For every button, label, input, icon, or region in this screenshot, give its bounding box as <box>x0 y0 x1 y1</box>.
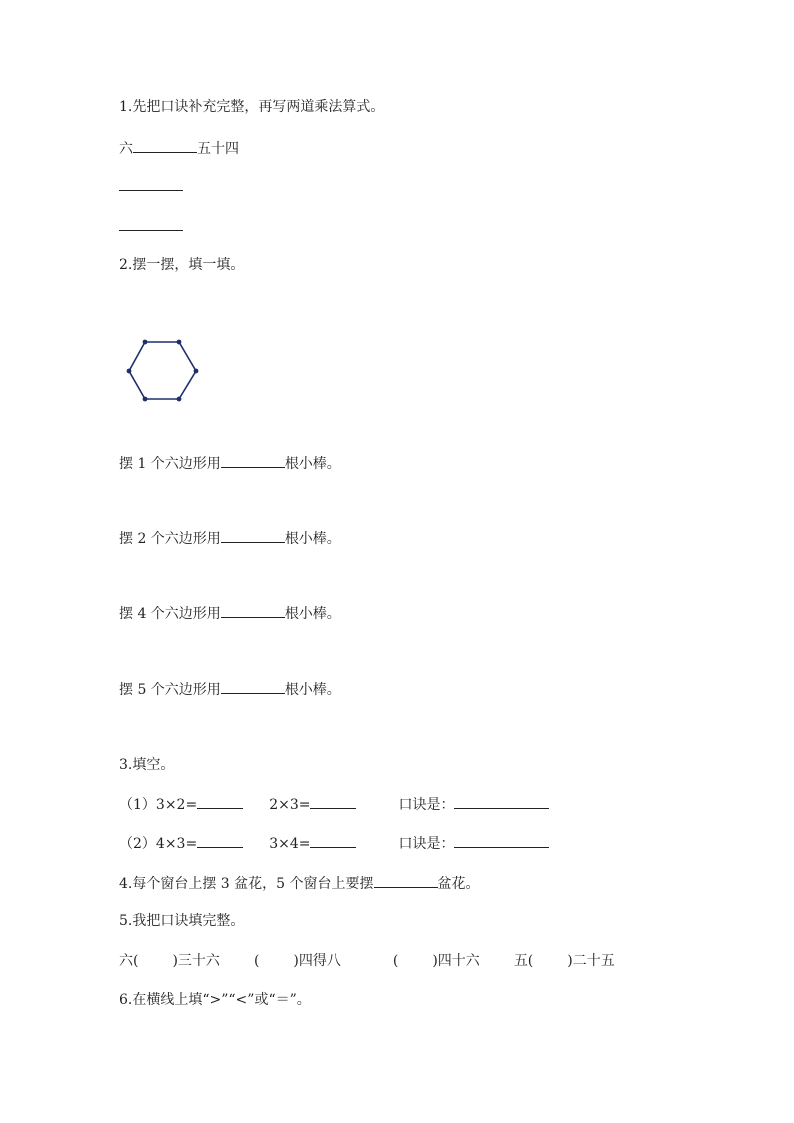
q3-title: 3.填空。 <box>119 757 175 773</box>
q2-line-4-suffix: 根小棒。 <box>284 682 341 698</box>
q6-title: 6.在横线上填“>”“<”或“＝”。 <box>119 992 311 1008</box>
q3-row-1-a-blank[interactable] <box>197 794 243 809</box>
q5-item-1-pre: 六( <box>119 953 139 969</box>
q2-line-4-blank[interactable] <box>221 679 285 694</box>
q2-line-2-blank[interactable] <box>221 528 285 543</box>
q3-row-2-a-blank[interactable] <box>197 833 243 848</box>
q2-line-3-prefix: 摆 4 个六边形用 <box>119 606 221 622</box>
q2-line-2-prefix: 摆 2 个六边形用 <box>119 531 221 547</box>
hexagon-vertex <box>143 397 148 402</box>
q3-row-2 <box>119 833 549 853</box>
q3-row-2-a: 4×3= <box>155 836 198 852</box>
q4-after: 盆花。 <box>437 876 480 892</box>
q5-item-2-pre: ( <box>253 953 260 969</box>
q2-line-3-blank[interactable] <box>221 603 285 618</box>
hexagon-vertex <box>177 397 182 402</box>
q3-row-1-label: 口诀是： <box>398 797 455 813</box>
q3-row-2-b-blank[interactable] <box>310 833 356 848</box>
q3-row-1 <box>119 794 549 814</box>
q3-row-2-num: （2） <box>119 836 156 852</box>
q5-item-3-pre: ( <box>392 953 399 969</box>
q2-line-2 <box>119 528 341 548</box>
q1-rhyme-blank[interactable] <box>133 138 197 153</box>
q5-title: 5.我把口诀填完整。 <box>119 913 245 929</box>
q1-title: 1.先把口诀补充完整，再写两道乘法算式。 <box>119 99 385 115</box>
q2-line-3 <box>119 603 341 623</box>
q3-row-1-num: （1） <box>119 797 156 813</box>
q2-line-4-prefix: 摆 5 个六边形用 <box>119 682 221 698</box>
q2-line-1 <box>119 453 341 473</box>
hexagon-vertex <box>177 340 182 345</box>
q1-rhyme-after: 五十四 <box>197 141 239 157</box>
q1-equation-1 <box>119 176 183 196</box>
q1-rhyme-before: 六 <box>119 141 133 157</box>
q2-line-1-prefix: 摆 1 个六边形用 <box>119 456 221 472</box>
q5-item-4-pre: 五( <box>513 953 534 969</box>
hexagon-figure <box>124 336 204 406</box>
hexagon-vertex <box>127 369 132 374</box>
q4-before: 4.每个窗台上摆 3 盆花，5 个窗台上要摆 <box>119 876 374 892</box>
q3-row-2-rhyme-blank[interactable] <box>454 833 549 848</box>
hexagon-vertex <box>194 369 199 374</box>
q5-item-1-post: )三十六 <box>172 953 220 969</box>
q2-line-3-suffix: 根小棒。 <box>284 606 341 622</box>
q5-item-2-post: )四得八 <box>293 953 341 969</box>
q5-items <box>119 952 615 970</box>
q5-item-4-post: )二十五 <box>567 953 615 969</box>
q1-rhyme-line <box>119 138 239 158</box>
q2-title: 2.摆一摆，填一填。 <box>119 257 245 273</box>
q3-row-1-b-blank[interactable] <box>310 794 356 809</box>
q3-row-2-b: 3×4= <box>269 836 311 852</box>
q5-item-3-post: )四十六 <box>432 953 480 969</box>
q3-row-1-b: 2×3= <box>269 797 311 813</box>
q3-row-1-rhyme-blank[interactable] <box>454 794 549 809</box>
q3-row-2-label: 口诀是： <box>398 836 455 852</box>
hexagon-vertex <box>143 340 148 345</box>
q2-line-2-suffix: 根小棒。 <box>284 531 341 547</box>
q3-row-1-a: 3×2= <box>155 797 198 813</box>
q2-line-4 <box>119 679 341 699</box>
q2-line-1-blank[interactable] <box>221 453 285 468</box>
q1-equation-blank-1[interactable] <box>119 176 183 191</box>
q4-line <box>119 873 480 893</box>
q1-equation-blank-2[interactable] <box>119 216 183 231</box>
hexagon-outline <box>129 342 196 399</box>
q1-equation-2 <box>119 216 183 236</box>
q2-line-1-suffix: 根小棒。 <box>284 456 341 472</box>
q4-blank[interactable] <box>374 873 438 888</box>
